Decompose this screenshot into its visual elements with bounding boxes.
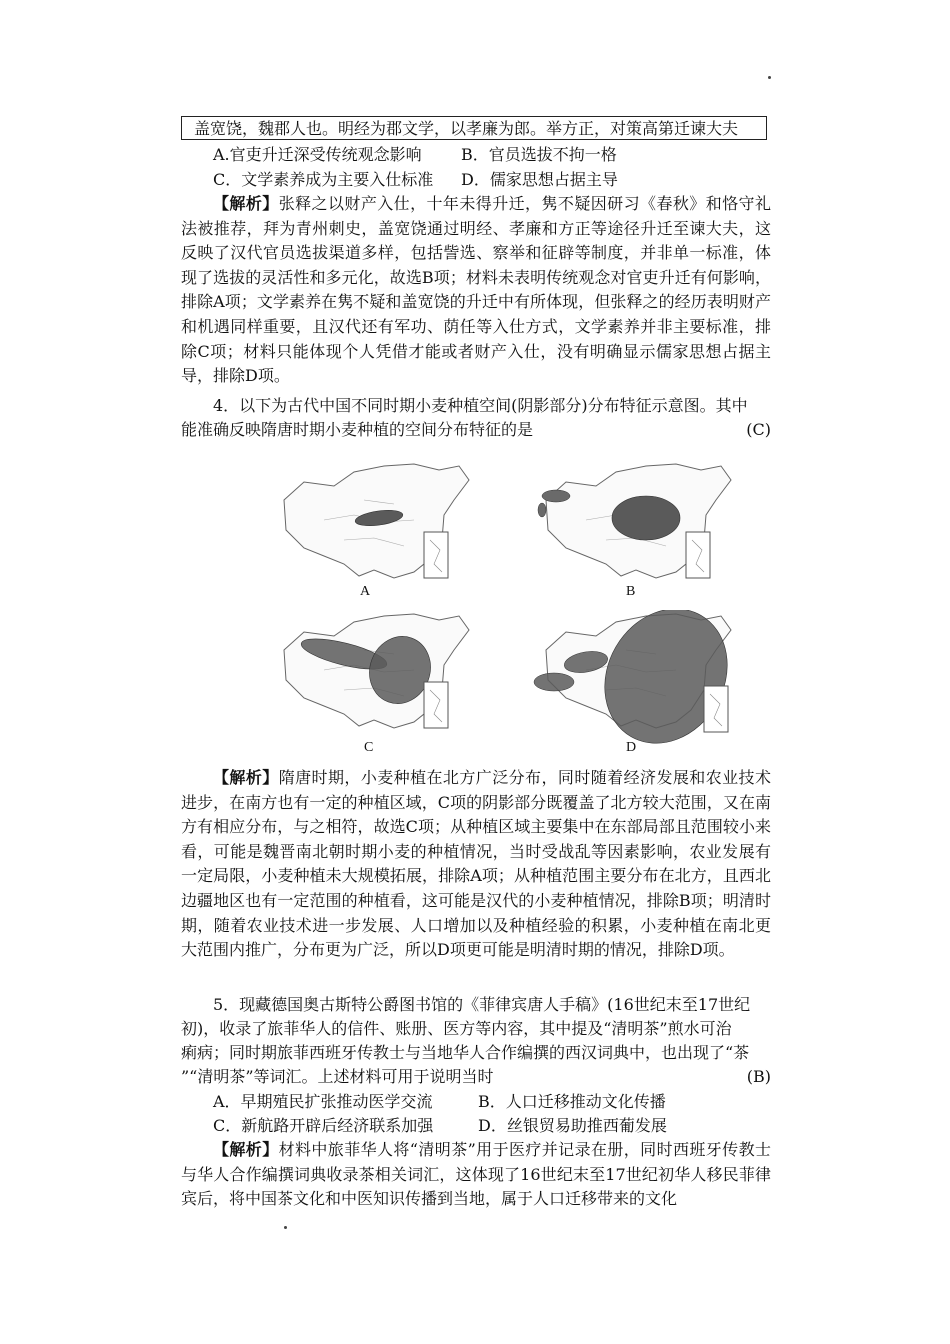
- quote-box: 盖宽饶，魏郡人也。明经为郡文学，以孝廉为郎。举方正，对策高第迁谏大夫: [181, 116, 767, 140]
- map-a: [264, 460, 474, 594]
- q3-option-b[interactable]: B．官员选拔不拘一格: [461, 145, 617, 164]
- q4-stem-line1: 4．以下为古代中国不同时期小麦种植空间(阴影部分)分布特征示意图。其中: [213, 396, 748, 415]
- analysis-text: 张释之以财产入仕，十年未得升迁，隽不疑因研习《春秋》和恪守礼法被推荐，拜为青州刺史，盖宽饶通过明经、孝廉和方正等途径升迁至谏大夫，这反映了汉代官员选拔渠道多样，包括訾选、察举和征辟等制度，并非单一标准，体现了选拔的灵活性和多元化，故选B项；材料未表明传统观念对官吏升迁有何影响，排除A项；文学素养在隽不疑和盖宽饶的升迁中有所体现，但张释之的经历表明财产和机遇同样重要，且汉代还有军功、荫任等入仕方式，文学素养并非主要标准，排除C项；材料只能体现个人凭借才能或者财产入仕，没有明确显示儒家思想占据主导，排除D项。: [181, 194, 771, 386]
- q5-option-d[interactable]: D．丝银贸易助推西葡发展: [478, 1116, 667, 1135]
- map-c: [264, 610, 474, 744]
- q4-stem-line2: 能准确反映隋唐时期小麦种植的空间分布特征的是: [181, 420, 534, 439]
- q5-answer: (B): [746, 1067, 771, 1086]
- q4-answer: (C): [746, 420, 771, 439]
- analysis-label: 【解析】: [213, 1140, 279, 1159]
- scan-dot: [284, 1226, 287, 1229]
- q5-option-a[interactable]: A．早期殖民扩张推动医学交流: [213, 1092, 433, 1111]
- analysis-text: 材料中旅菲华人将“清明茶”用于医疗并记录在册，同时西班牙传教士与华人合作编撰词典收录茶相关词汇，这体现了16世纪末至17世纪初华人移民菲律宾后，将中国茶文化和中医知识传播到当地，属于人口迁移带来的文化: [181, 1140, 771, 1209]
- map-d: [526, 610, 736, 744]
- q3-option-a[interactable]: A.官吏升迁深受传统观念影响: [213, 145, 422, 164]
- map-label-d: D: [626, 740, 637, 755]
- map-label-a: A: [360, 584, 371, 599]
- q5-stem-line3: 痢病；同时期旅菲西班牙传教士与当地华人合作编撰的西汉词典中，也出现了“茶: [181, 1043, 750, 1062]
- analysis-text: 隋唐时期，小麦种植在北方广泛分布，同时随着经济发展和农业技术进步，在南方也有一定的种植区域，C项的阴影部分既覆盖了北方较大范围，又在南方有相应分布，与之相符，故选C项；从种植区域主要集中在东部局部且范围较小来看，可能是魏晋南北朝时期小麦的种植情况，当时受战乱等因素影响，农业发展有一定局限，小麦种植未大规模拓展，排除A项；从种植范围主要分布在北方，且西北边疆地区也有一定范围的种植看，这可能是汉代的小麦种植情况，排除B项；明清时期，随着农业技术进一步发展、人口增加以及种植经验的积累，小麦种植在南北更大范围内推广，分布更为广泛，所以D项更可能是明清时期的情况，排除D项。: [181, 768, 771, 960]
- analysis-label: 【解析】: [213, 194, 279, 213]
- map-label-b: B: [626, 584, 636, 599]
- q5-stem-line1: 5．现藏德国奥古斯特公爵图书馆的《菲律宾唐人手稿》(16世纪末至17世纪: [213, 995, 751, 1014]
- q5-analysis: [181, 1138, 771, 1212]
- q4-analysis: [181, 766, 771, 963]
- scan-dot: [768, 76, 771, 79]
- map-b: [526, 460, 736, 594]
- analysis-label: 【解析】: [213, 768, 279, 787]
- q3-option-d[interactable]: D．儒家思想占据主导: [461, 170, 618, 189]
- wheat-distribution-maps: [264, 460, 744, 770]
- q5-option-c[interactable]: C．新航路开辟后经济联系加强: [213, 1116, 434, 1135]
- q3-analysis: [181, 192, 771, 389]
- q5-stem-line2: 初)，收录了旅菲华人的信件、账册、医方等内容，其中提及“清明茶”煎水可治: [181, 1019, 732, 1038]
- q5-stem-line4: ”“清明茶”等词汇。上述材料可用于说明当时: [181, 1067, 494, 1086]
- q3-option-c[interactable]: C．文学素养成为主要入仕标准: [213, 170, 434, 189]
- q5-option-b[interactable]: B．人口迁移推动文化传播: [478, 1092, 666, 1111]
- map-label-c: C: [364, 740, 374, 755]
